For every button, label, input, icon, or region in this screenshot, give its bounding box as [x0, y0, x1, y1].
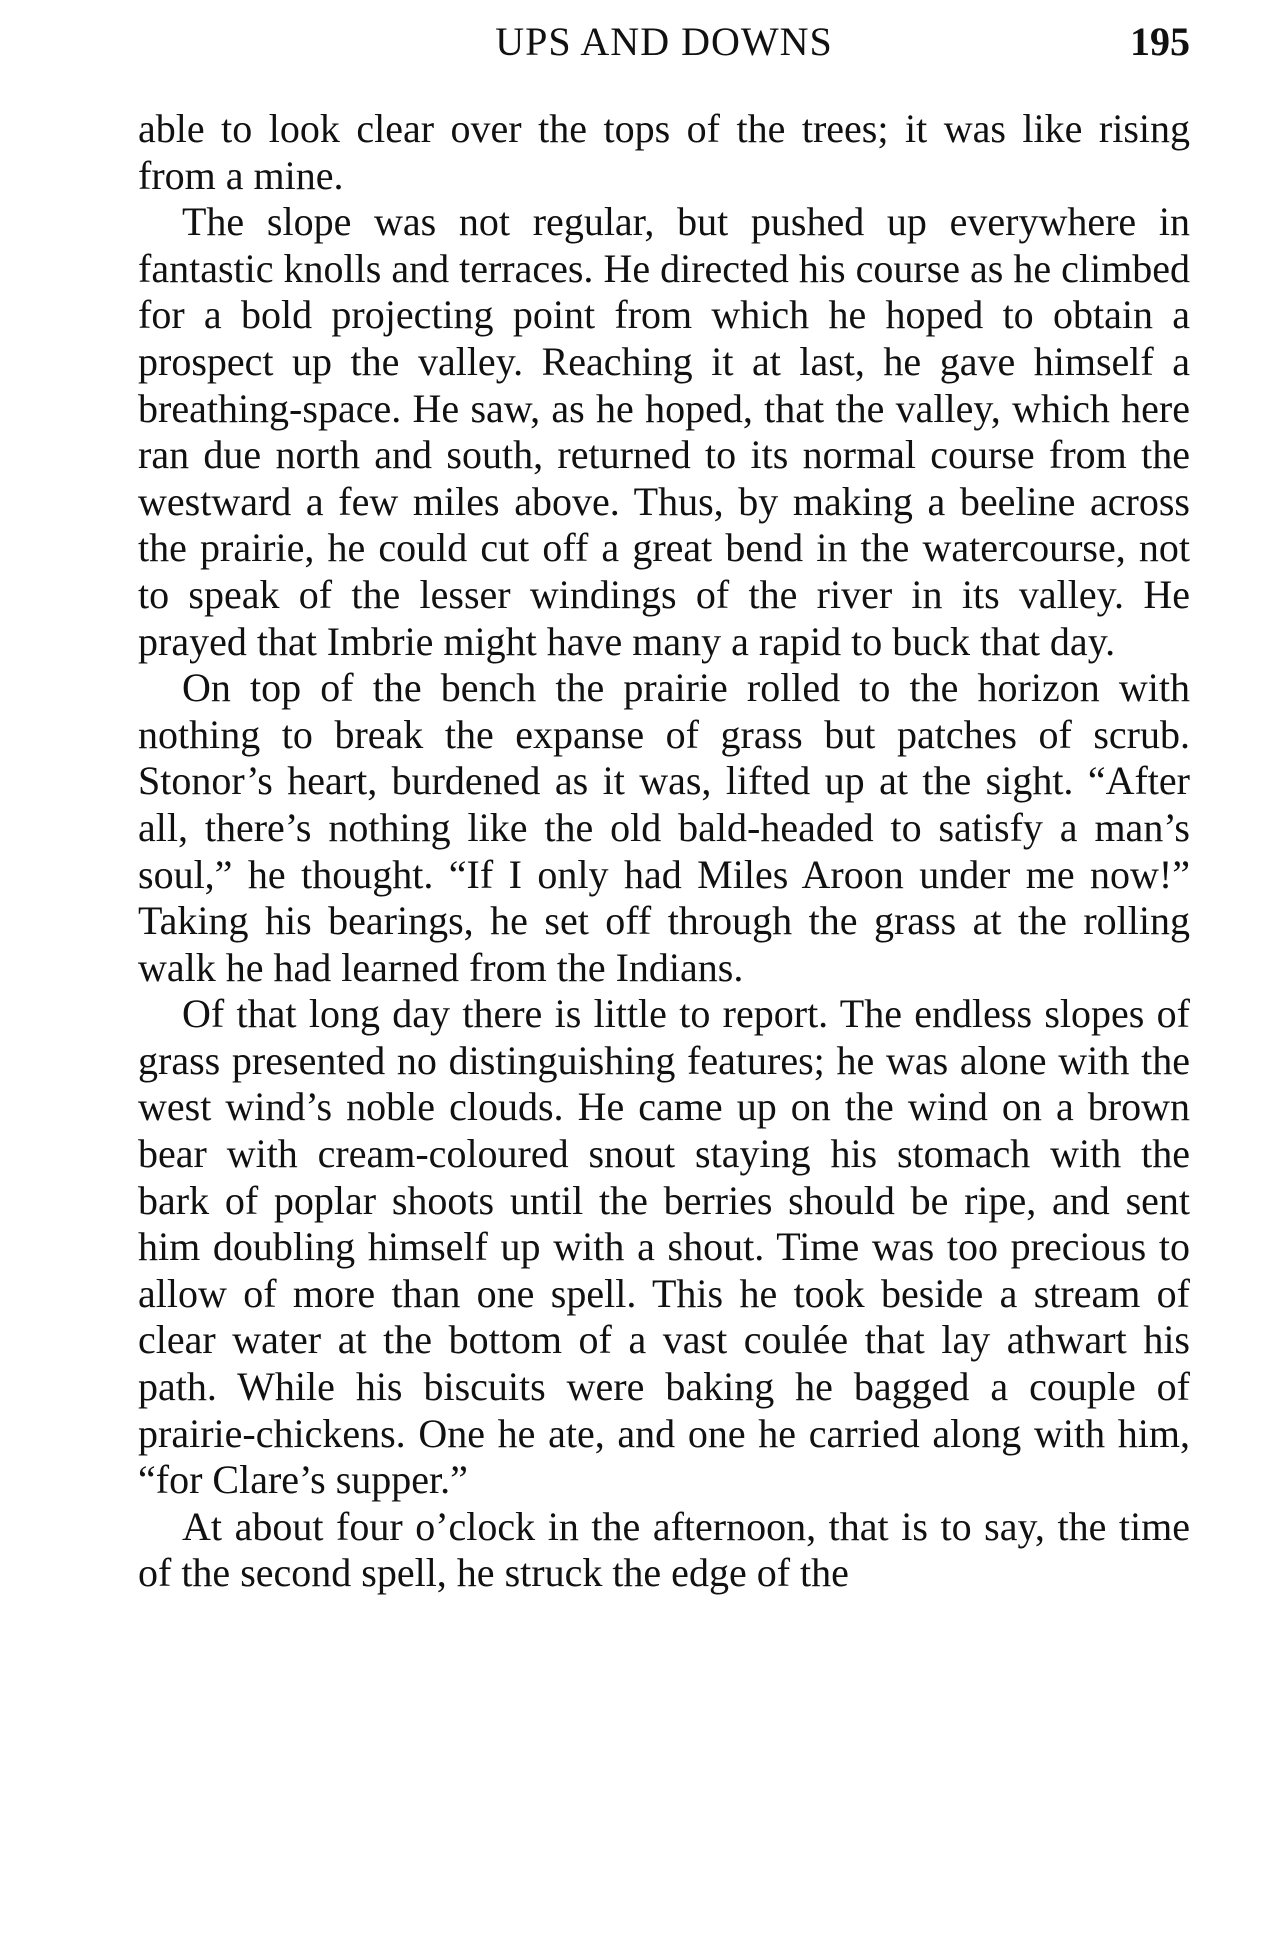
paragraph: At about four o’clock in the afternoon, that is to say, the time of the second spell, he struck the edge of the — [138, 1503, 1190, 1596]
paragraph: Of that long day there is little to report. The endless slopes of grass presented no distinguishing features; he was alone with the west wind’s noble clouds. He came up on the wind on a brown bear with cream-coloured snout staying his stomach with the bark of poplar shoots until the berries should be ripe, and sent him doubling himself up with a shout. Time was too precious to allow of more than one spell. This he took beside a stream of clear water at the bottom of a vast coulée that lay athwart his path. While his biscuits were baking he bagged a couple of prairie-chickens. One he ate, and one he carried along with him, “for Clare’s supper.” — [138, 991, 1190, 1503]
paragraph: The slope was not regular, but pushed up everywhere in fantastic knolls and terraces. He directed his course as he climbed for a bold projecting point from which he hoped to obtain a prospect up the valley. Reaching it at last, he gave himself a breathing-space. He saw, as he hoped, that the valley, which here ran due north and south, returned to its normal course from the westward a few miles above. Thus, by making a beeline across the prairie, he could cut off a great bend in the watercourse, not to speak of the lesser windings of the river in its valley. He prayed that Imbrie might have many a rapid to buck that day. — [138, 199, 1190, 664]
running-head — [138, 12, 1190, 72]
running-title: UPS AND DOWNS — [495, 19, 833, 64]
paragraph: On top of the bench the prairie rolled to the horizon with nothing to break the expanse of grass but patches of scrub. Stonor’s heart, burdened as it was, lifted up at the sight. “After all, there’s nothing like the old bald-headed to satisfy a man’s soul,” he thought. “If I only had Miles Aroon under me now!” Taking his bearings, he set off through the grass at the rolling walk he had learned from the Indians. — [138, 665, 1190, 990]
page-number: 195 — [1130, 19, 1190, 64]
body-text — [138, 106, 1190, 1597]
paragraph-continued: able to look clear over the tops of the trees; it was like rising from a mine. — [138, 106, 1190, 198]
